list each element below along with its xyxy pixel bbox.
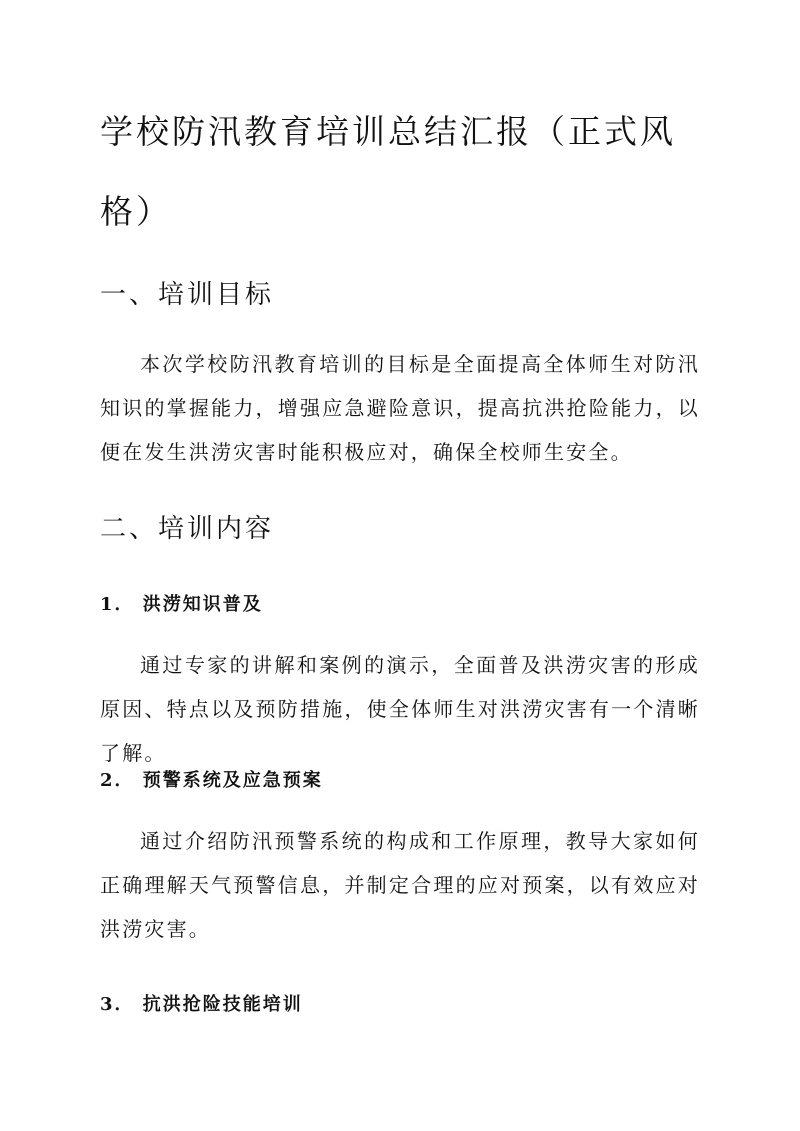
subsection-warning-system-paragraph: 通过介绍防汛预警系统的构成和工作原理，教导大家如何正确理解天气预警信息，并制定合理的应对预案，以有效应对洪涝灾害。	[100, 829, 700, 941]
section-heading-goals: 一、培训目标	[100, 280, 275, 310]
subsection-flood-knowledge-paragraph: 通过专家的讲解和案例的演示，全面普及洪涝灾害的形成原因、特点以及预防措施，使全体师生对洪涝灾害有一个清晰了解。	[100, 653, 700, 765]
subsection-heading-warning-system: 2． 预警系统及应急预案	[100, 770, 323, 791]
section-heading-content: 二、培训内容	[100, 514, 275, 544]
section-goals-paragraph: 本次学校防汛教育培训的目标是全面提高全体师生对防汛知识的掌握能力，增强应急避险意识，提高抗洪抢险能力，以便在发生洪涝灾害时能积极应对，确保全校师生安全。	[100, 352, 700, 464]
subsection-heading-flood-knowledge: 1． 洪涝知识普及	[100, 594, 263, 615]
document-title: 学校防汛教育培训总结汇报（正式风格）	[100, 112, 676, 231]
subsection-heading-rescue-skills: 3． 抗洪抢险技能培训	[100, 994, 303, 1015]
